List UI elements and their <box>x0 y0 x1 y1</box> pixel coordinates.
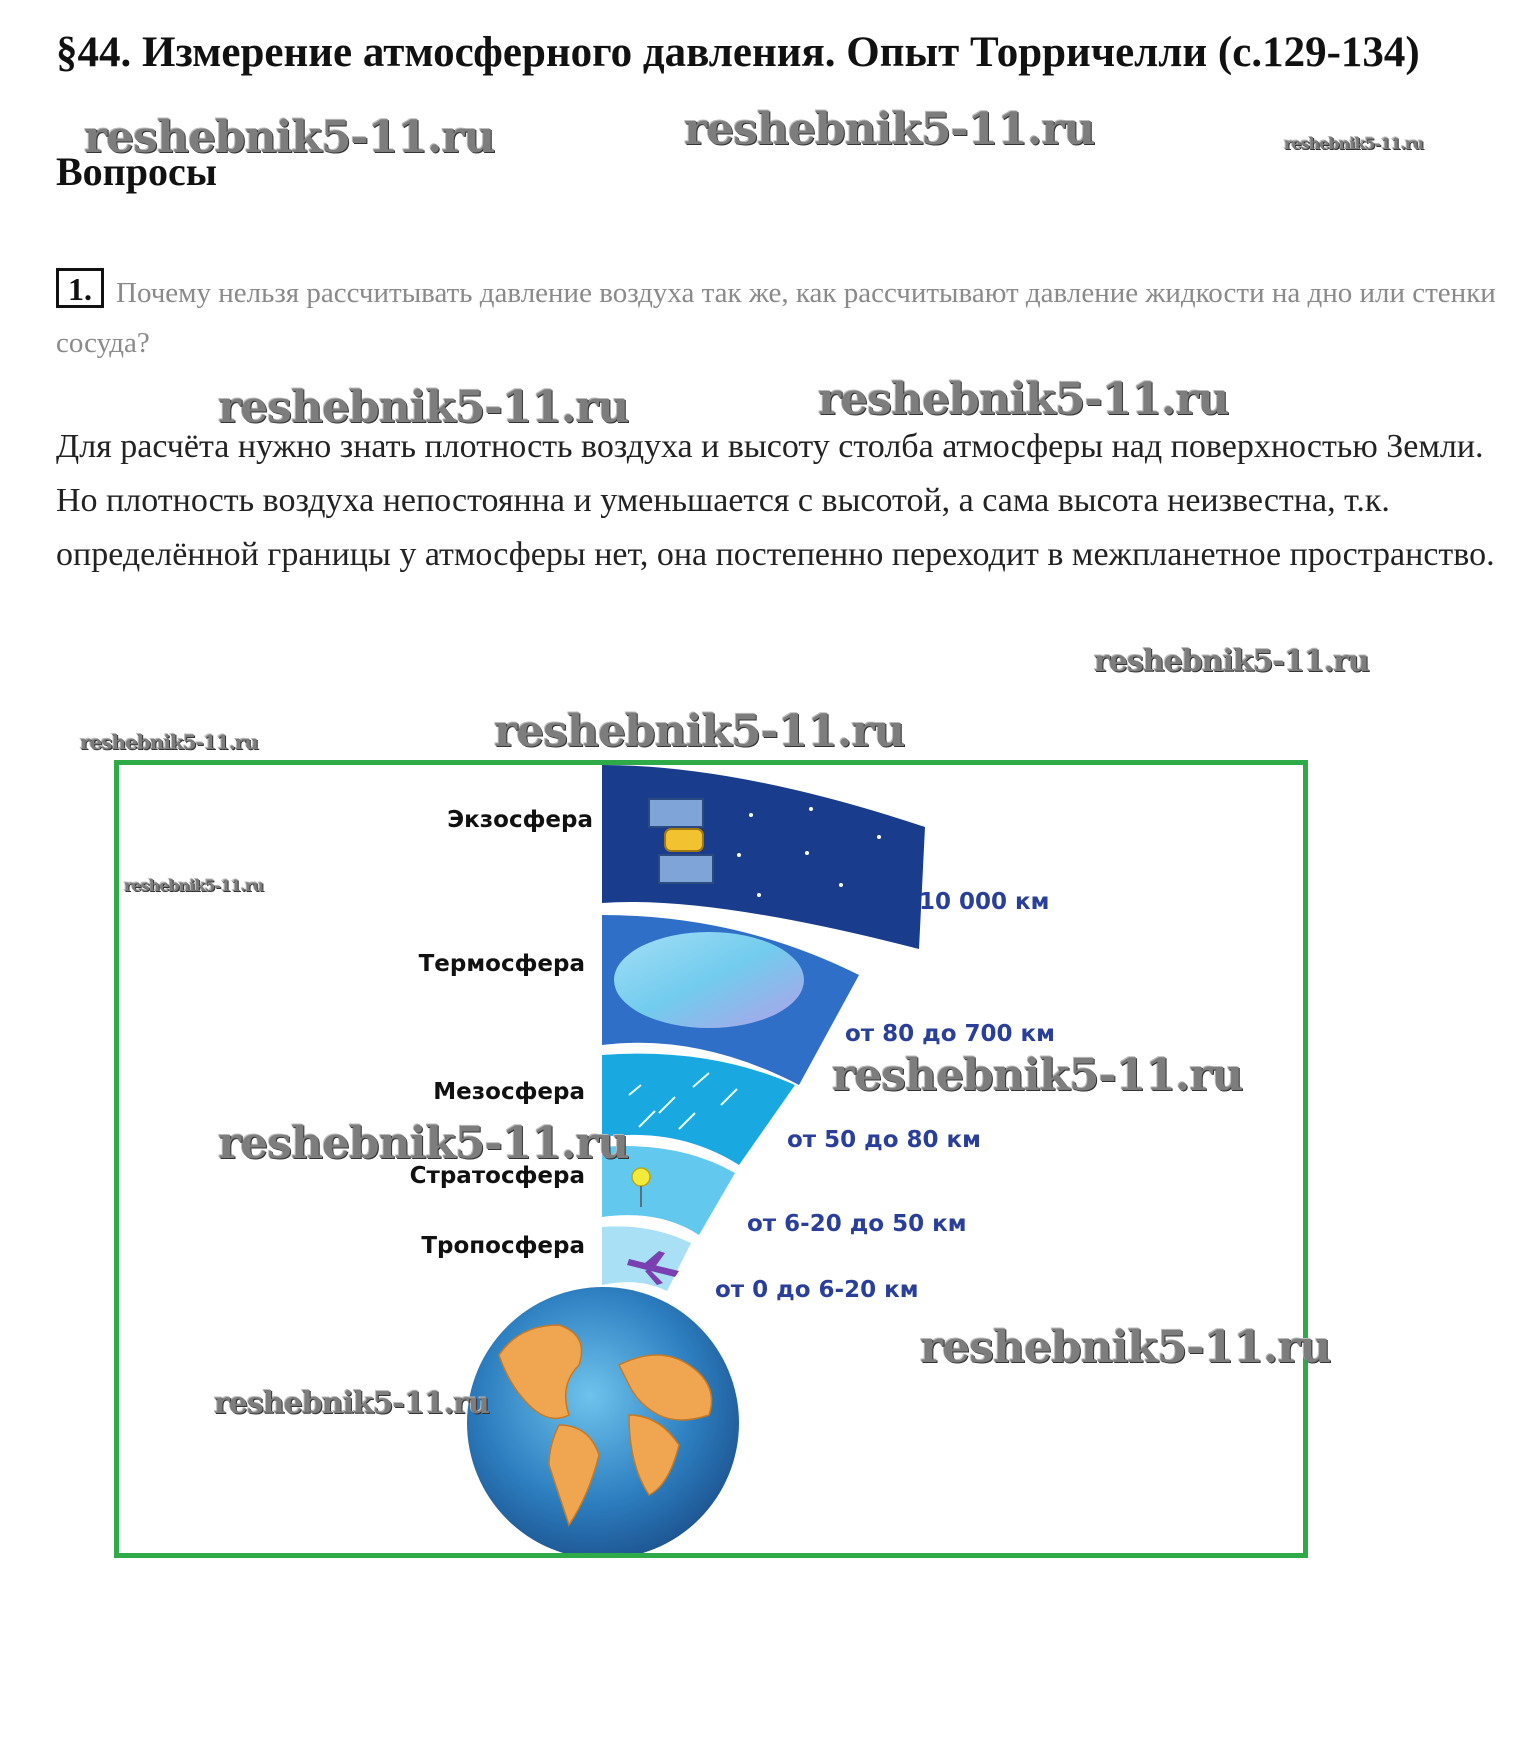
layer-name-thermosphere: Термосфера <box>418 951 585 977</box>
earth-globe <box>467 1287 739 1553</box>
watermark: reshebnik5-11.ru <box>684 104 1095 155</box>
answer-text: Для расчёта нужно знать плотность воздуха и высоту столба атмосферы над поверхностью Земли. Но плотность воздуха непостоянна и уменьшается с высотой, а сама высота неизвестна, т.к. определённой границы у атмосферы нет, она постепенно переходит в межпланетное пространство. <box>56 428 1495 573</box>
watermark: reshebnik5-11.ru <box>214 1386 489 1421</box>
watermark: reshebnik5-11.ru <box>218 1118 629 1169</box>
watermark: reshebnik5-11.ru <box>1284 134 1424 153</box>
altitude-exosphere: 10 000 км <box>919 889 1050 915</box>
altitude-troposphere: от 0 до 6-20 км <box>715 1277 919 1303</box>
troposphere-band <box>602 1226 691 1291</box>
watermark: reshebnik5-11.ru <box>818 374 1229 425</box>
watermark: reshebnik5-11.ru <box>832 1050 1243 1101</box>
watermark: reshebnik5-11.ru <box>124 876 264 895</box>
watermark: reshebnik5-11.ru <box>84 112 495 163</box>
watermark: reshebnik5-11.ru <box>920 1322 1331 1373</box>
layer-name-troposphere: Тропосфера <box>421 1233 585 1259</box>
altitude-thermosphere: от 80 до 700 км <box>845 1021 1055 1047</box>
page-title: §44. Измерение атмосферного давления. Опыт Торричелли (с.129-134) <box>56 29 1420 76</box>
question-text: Почему нельзя рассчитывать давление воздуха так же, как рассчитывают давление жидкости на дно или стенки сосуда? <box>56 277 1496 359</box>
watermark: reshebnik5-11.ru <box>494 706 905 757</box>
section-heading: Вопросы <box>56 149 217 194</box>
question-number: 1. <box>56 268 104 308</box>
aurora-icon <box>614 932 804 1028</box>
watermark: reshebnik5-11.ru <box>80 730 258 754</box>
altitude-stratosphere: от 6-20 до 50 км <box>747 1211 967 1237</box>
layer-name-exosphere: Экзосфера <box>447 807 593 833</box>
watermark: reshebnik5-11.ru <box>1094 644 1369 679</box>
altitude-mesosphere: от 50 до 80 км <box>787 1127 981 1153</box>
watermark: reshebnik5-11.ru <box>218 382 629 433</box>
layer-name-mesosphere: Мезосфера <box>433 1079 585 1105</box>
layer-name-stratosphere: Стратосфера <box>409 1163 585 1189</box>
